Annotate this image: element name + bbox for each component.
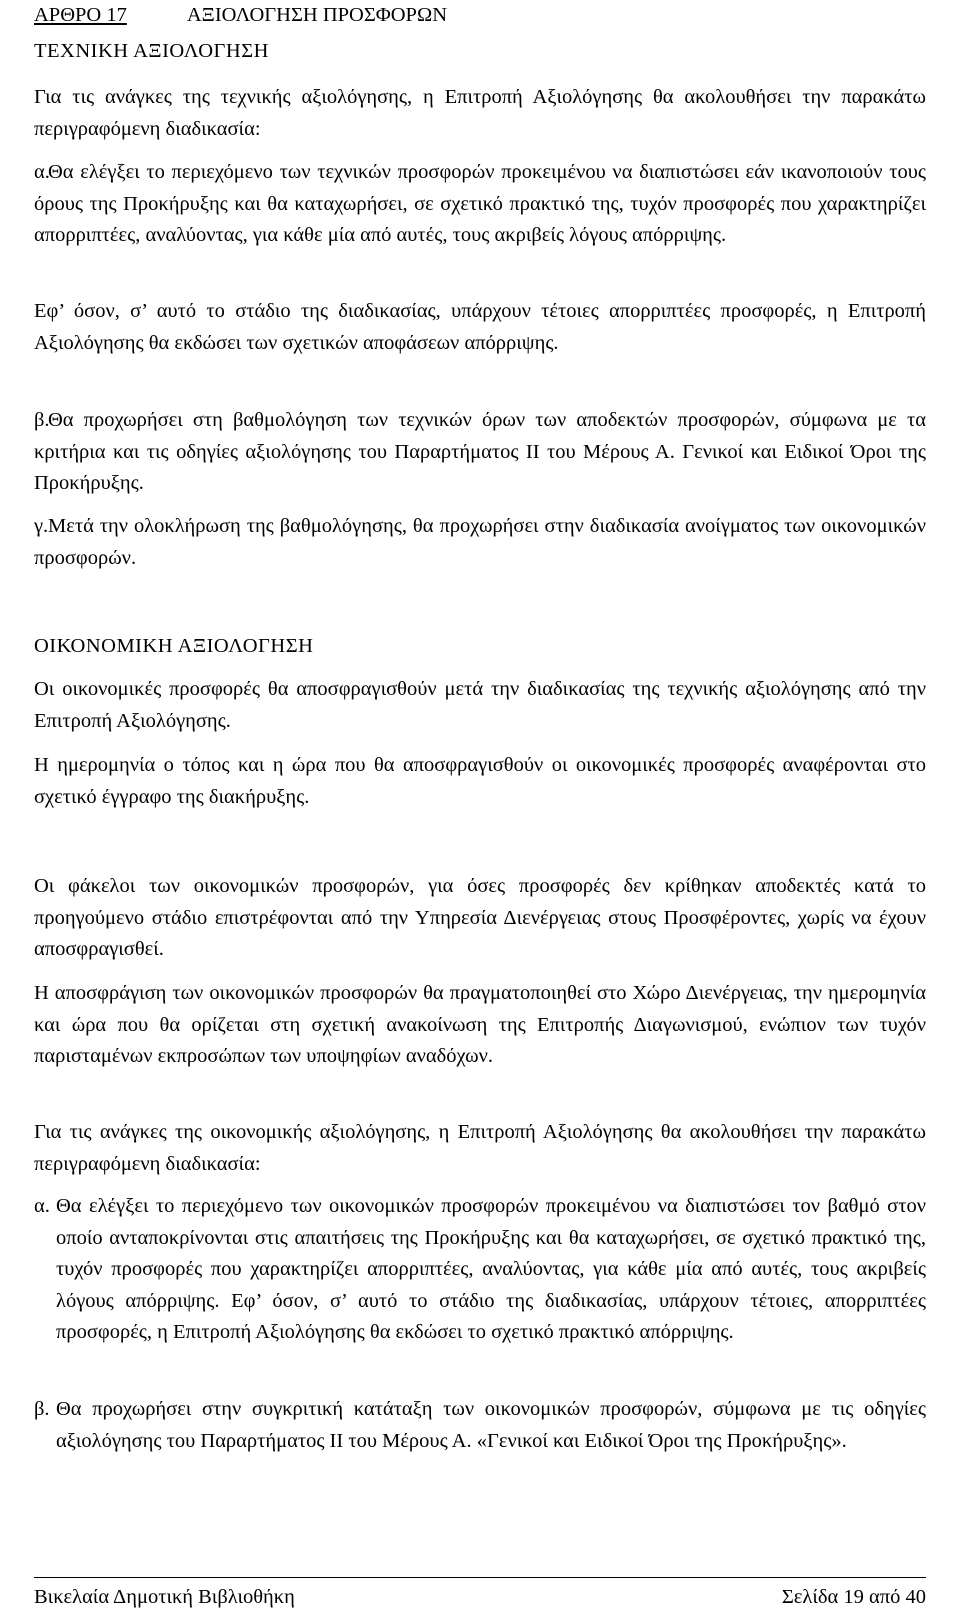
- technical-intro: Για τις ανάγκες της τεχνικής αξιολόγησης, η Επιτροπή Αξιολόγησης θα ακολουθήσει την παρακάτω περιγραφόμενη διαδικασία:: [34, 86, 926, 140]
- document-page: [34, 0, 926, 1619]
- financial-paragraph-5: Για τις ανάγκες της οικονομικής αξιολόγησης, η Επιτροπή Αξιολόγησης θα ακολουθήσει την παρακάτω περιγραφόμενη διαδικασία:: [34, 1121, 926, 1175]
- item-label: α.: [34, 161, 50, 183]
- financial-heading: ΟΙΚΟΝΟΜΙΚΗ ΑΞΙΟΛΟΓΗΣΗ: [34, 635, 314, 657]
- item-label: β.: [34, 409, 50, 431]
- page-footer: [34, 1582, 926, 1614]
- technical-item-a-text: Θα ελέγξει το περιεχόμενο των τεχνικών προσφορών προκειμένου να διαπιστώσει εάν ικανοποιούν τους όρους της Προκήρυξης και θα καταχωρήσει, σε σχετικό πρακτικό της, τυχόν προσφορές που χαρακτηρίζει απορριπτέες, αναλύοντας, για κάθε μία από αυτές, τους ακριβείς λόγους απόρριψης.: [34, 161, 926, 246]
- item-label: γ.: [34, 515, 49, 537]
- financial-paragraph-2: Η ημερομηνία ο τόπος και η ώρα που θα αποσφραγισθούν οι οικονομικές προσφορές αναφέρονται στο σχετικό έγγραφο της διακήρυξης.: [34, 754, 926, 808]
- item-label: β.: [34, 1398, 50, 1420]
- financial-paragraph-3: Οι φάκελοι των οικονομικών προσφορών, για όσες προσφορές δεν κρίθηκαν αποδεκτές κατά το προηγούμενο στάδιο επιστρέφονται από την Υπηρεσία Διενέργειας στους Προσφέροντες, χωρίς να έχουν αποσφραγισθεί.: [34, 875, 926, 960]
- article-heading: [34, 0, 447, 32]
- financial-paragraph-4: Η αποσφράγιση των οικονομικών προσφορών θα πραγματοποιηθεί στο Χώρο Διενέργειας, την ημερομηνία και ώρα που θα ορίζεται στη σχετική ανακοίνωση της Επιτροπής Διαγωνισμού, ενώπιον των τυχόν παρισταμένων εκπροσώπων των υποψηφίων αναδόχων.: [34, 982, 926, 1067]
- article-number: ΑΡΘΡΟ 17: [34, 4, 127, 26]
- financial-paragraph-1: Οι οικονομικές προσφορές θα αποσφραγισθούν μετά την διαδικασίας της τεχνικής αξιολόγησης από την Επιτροπή Αξιολόγησης.: [34, 678, 926, 732]
- footer-page-number: Σελίδα 19 από 40: [781, 1586, 926, 1608]
- technical-heading: ΤΕΧΝΙΚΗ ΑΞΙΟΛΟΓΗΣΗ: [34, 40, 269, 62]
- technical-item-c-text: Μετά την ολοκλήρωση της βαθμολόγησης, θα προχωρήσει στην διαδικασία ανοίγματος των οικονομικών προσφορών.: [34, 515, 926, 569]
- item-label: α.: [34, 1195, 50, 1217]
- financial-item-a-text: Θα ελέγξει το περιεχόμενο των οικονομικών προσφορών προκειμένου να διαπιστώσει τον βαθμό στον οποίο ανταποκρίνονται στις απαιτήσεις της Προκήρυξης και θα καταχωρήσει, σε σχετικό πρακτικό της, τυχόν προσφορές που χαρακτηρίζει απορριπτέες, αναλύοντας, για κάθε μία από αυτές, τους ακριβείς λόγους απόρριψης. Εφ’ όσον, σ’ αυτό το στάδιο της διαδικασίας, υπάρχουν τέτοιες, απορριπτέες προσφορές, η Επιτροπή Αξιολόγησης θα εκδώσει το σχετικό πρακτικό απόρριψης.: [56, 1195, 926, 1343]
- footer-divider: [34, 1577, 926, 1578]
- financial-item-b-text: Θα προχωρήσει στην συγκριτική κατάταξη των οικονομικών προσφορών, σύμφωνα με τις οδηγίες αξιολόγησης του Παραρτήματος ΙΙ του Μέρους Α. «Γενικοί και Ειδικοί Όροι της Προκήρυξης».: [56, 1398, 926, 1452]
- technical-item-a-note: Εφ’ όσον, σ’ αυτό το στάδιο της διαδικασίας, υπάρχουν τέτοιες απορριπτέες προσφορές, η Επιτροπή Αξιολόγησης θα εκδώσει των σχετικών αποφάσεων απόρριψης.: [34, 300, 926, 354]
- article-title: ΑΞΙΟΛΟΓΗΣΗ ΠΡΟΣΦΟΡΩΝ: [186, 4, 447, 26]
- technical-item-b-text: Θα προχωρήσει στη βαθμολόγηση των τεχνικών όρων των αποδεκτών προσφορών, σύμφωνα με τα κριτήρια και τις οδηγίες αξιολόγησης του Παραρτήματος ΙΙ του Μέρους Α. Γενικοί και Ειδικοί Όροι της Προκήρυξης.: [34, 409, 926, 494]
- footer-organization: Βικελαία Δημοτική Βιβλιοθήκη: [34, 1586, 295, 1608]
